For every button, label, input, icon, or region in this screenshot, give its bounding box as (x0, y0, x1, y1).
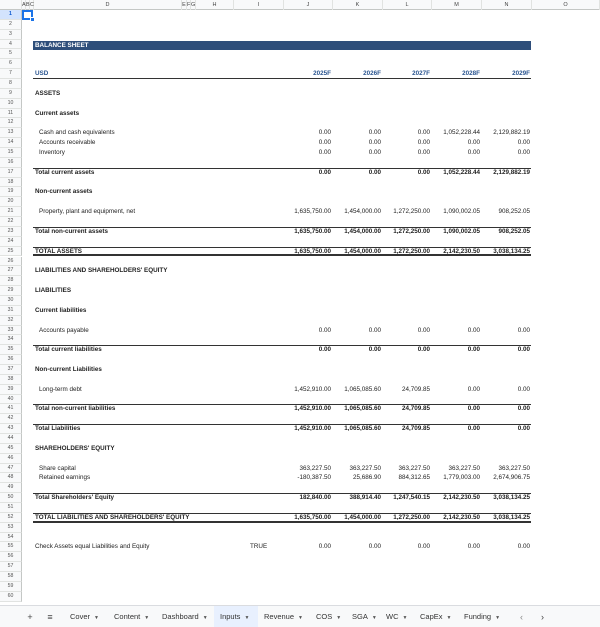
row-header[interactable]: 52 (0, 513, 22, 523)
row-label: Long-term debt (39, 385, 82, 393)
col-header-d[interactable]: D (34, 0, 182, 10)
caret-down-icon[interactable]: ▼ (336, 615, 342, 621)
col-header-f[interactable]: F (187, 2, 191, 8)
value-cell[interactable]: 0.00 (467, 405, 480, 413)
value-cell[interactable]: 363,227.50 (498, 464, 530, 472)
col-header-a[interactable]: A (22, 2, 26, 8)
sheet-row (0, 168, 600, 178)
year-header: 2026F (363, 70, 381, 78)
col-header-c[interactable]: C (30, 2, 34, 8)
value-cell[interactable]: 0.00 (417, 149, 430, 157)
year-header: 2028F (462, 70, 480, 78)
value-cell[interactable]: 0.00 (368, 149, 381, 157)
sheet-row (0, 158, 600, 168)
sheet-row (0, 109, 600, 119)
value-cell[interactable]: 0.00 (368, 346, 381, 354)
value-cell[interactable]: 1,272,250.00 (393, 513, 430, 521)
sheet-grid[interactable] (0, 10, 600, 605)
sheet-tab-cos[interactable] (310, 606, 348, 627)
value-cell[interactable]: 363,227.50 (448, 464, 480, 472)
value-cell[interactable]: 0.00 (417, 168, 430, 176)
value-cell[interactable]: 24,709.85 (401, 405, 430, 413)
value-cell[interactable]: 0.00 (517, 326, 530, 334)
row-label: Retained earnings (39, 474, 91, 482)
value-cell[interactable]: 1,090,002.05 (443, 208, 480, 216)
value-cell[interactable]: 1,272,250.00 (393, 227, 430, 235)
sheet-row (0, 99, 600, 109)
value-cell[interactable]: 908,252.05 (498, 208, 530, 216)
sheet-row (0, 148, 600, 158)
value-cell[interactable]: 2,142,230.50 (443, 513, 480, 521)
row-label: Total current liabilities (35, 346, 102, 354)
sheet-row (0, 513, 600, 523)
caret-down-icon[interactable]: ▼ (94, 615, 99, 621)
value-cell[interactable]: 0.00 (517, 385, 530, 393)
sheet-row (0, 483, 600, 493)
sheet-row (0, 118, 600, 128)
sheet-row (0, 523, 600, 533)
value-cell[interactable]: 0.00 (368, 129, 381, 137)
scroll-tabs-left-button[interactable]: ‹ (520, 612, 523, 622)
sheet-row (0, 355, 600, 365)
value-cell[interactable]: 2,142,230.50 (443, 494, 480, 502)
row-header[interactable]: 34 (0, 335, 22, 345)
sheet-tab-label: SGA (352, 612, 368, 621)
value-cell[interactable]: 0.00 (467, 326, 480, 334)
row-header[interactable]: 36 (0, 355, 22, 365)
value-cell[interactable]: 1,052,228.44 (443, 129, 480, 137)
value-cell[interactable]: 3,038,134.25 (493, 494, 530, 502)
row-label: Total current assets (35, 168, 95, 176)
row-header[interactable]: 41 (0, 404, 22, 414)
value-cell[interactable]: 0.00 (417, 543, 430, 551)
caret-down-icon[interactable]: ▼ (202, 615, 208, 621)
value-cell[interactable]: 1,452,910.00 (294, 425, 331, 433)
row-header[interactable]: 12 (0, 118, 22, 128)
col-header-h[interactable]: H (196, 0, 234, 10)
caret-down-icon[interactable]: ▼ (371, 615, 377, 621)
value-cell[interactable]: 0.00 (318, 543, 331, 551)
row-header[interactable]: 47 (0, 464, 22, 474)
value-cell[interactable]: 1,635,750.00 (294, 513, 331, 521)
row-header[interactable]: 45 (0, 444, 22, 454)
value-cell[interactable]: 0.00 (467, 385, 480, 393)
row-label: SHAREHOLDERS' EQUITY (35, 444, 115, 452)
sheet-row (0, 197, 600, 207)
value-cell[interactable]: 0.00 (467, 139, 480, 147)
value-cell[interactable]: 0.00 (368, 139, 381, 147)
sheet-row (0, 395, 600, 405)
sheet-row (0, 276, 600, 286)
row-header[interactable]: 32 (0, 316, 22, 326)
row-header[interactable]: 29 (0, 286, 22, 296)
value-cell[interactable]: 0.00 (517, 425, 530, 433)
row-header[interactable]: 39 (0, 385, 22, 395)
sheet-row (0, 345, 600, 355)
sheet-row (0, 207, 600, 217)
row-header[interactable]: 49 (0, 483, 22, 493)
value-cell[interactable]: 1,065,085.60 (344, 385, 381, 393)
value-cell[interactable]: 0.00 (517, 346, 530, 354)
row-header[interactable]: 60 (0, 592, 22, 602)
row-label: Total Shareholders' Equity (35, 494, 115, 502)
sheet-row (0, 592, 600, 602)
row-label: Cash and cash equivalents (39, 129, 115, 137)
value-cell[interactable]: 1,247,540.15 (393, 494, 430, 502)
row-header[interactable]: 51 (0, 503, 22, 513)
select-all-corner[interactable] (0, 0, 22, 10)
value-cell[interactable]: 1,635,750.00 (294, 227, 331, 235)
sheet-row (0, 79, 600, 89)
sheet-tab-label: CapEx (420, 612, 443, 621)
col-header-o[interactable]: O (532, 0, 600, 10)
sheet-row (0, 286, 600, 296)
row-label: LIABILITIES AND SHAREHOLDERS' EQUITY (35, 267, 168, 275)
sheet-row (0, 49, 600, 59)
row-header[interactable]: 17 (0, 168, 22, 178)
row-header[interactable]: 44 (0, 434, 22, 444)
sheet-row (0, 257, 600, 267)
sheet-row (0, 316, 600, 326)
col-header-n[interactable]: N (482, 0, 532, 10)
row-header[interactable]: 37 (0, 365, 22, 375)
caret-down-icon[interactable]: ▼ (402, 615, 408, 621)
sheet-tab-content[interactable] (108, 606, 156, 627)
sheet-row (0, 30, 600, 40)
sheet-row (0, 247, 600, 257)
col-header-l[interactable]: L (383, 0, 432, 10)
sheet-row (0, 444, 600, 454)
caret-down-icon[interactable]: ▼ (446, 615, 452, 621)
year-header: 2027F (412, 70, 430, 78)
sheet-tab-bar (0, 605, 600, 627)
row-header[interactable]: 48 (0, 473, 22, 483)
row-label: Share capital (39, 464, 76, 472)
row-header[interactable]: 31 (0, 306, 22, 316)
row-header[interactable]: 22 (0, 217, 22, 227)
value-cell[interactable]: 1,452,910.00 (294, 385, 331, 393)
row-header[interactable]: 18 (0, 178, 22, 188)
sheet-row (0, 217, 600, 227)
value-cell[interactable]: 0.00 (318, 139, 331, 147)
scroll-tabs-right-button[interactable]: › (541, 612, 544, 622)
col-header-b[interactable]: B (26, 2, 30, 8)
value-cell[interactable]: 1,454,000.00 (344, 513, 381, 521)
sheet-row (0, 178, 600, 188)
caret-down-icon[interactable]: ▼ (144, 615, 150, 621)
row-header[interactable]: 46 (0, 454, 22, 464)
sheet-tab-wc[interactable] (380, 606, 414, 627)
value-cell[interactable]: 24,709.85 (401, 385, 430, 393)
sheet-tab-sga[interactable] (346, 606, 380, 627)
value-cell[interactable]: 0.00 (517, 405, 530, 413)
all-sheets-menu-button[interactable]: ≡ (47, 612, 53, 622)
row-header[interactable]: 5 (0, 49, 22, 59)
value-cell[interactable]: 0.00 (517, 149, 530, 157)
row-header[interactable]: 19 (0, 187, 22, 197)
sheet-row (0, 375, 600, 385)
sheet-row (0, 89, 600, 99)
row-header[interactable]: 10 (0, 99, 22, 109)
row-label: Current assets (35, 109, 80, 117)
sheet-row (0, 326, 600, 336)
row-header[interactable]: 3 (0, 30, 22, 40)
sheet-tab-dashboard[interactable] (156, 606, 212, 627)
row-header[interactable]: 57 (0, 562, 22, 572)
value-cell[interactable]: -180,387.50 (297, 474, 331, 482)
value-cell[interactable]: 0.00 (318, 168, 331, 176)
sheet-row (0, 128, 600, 138)
value-cell[interactable]: 363,227.50 (398, 464, 430, 472)
sheet-tab-label: Inputs (220, 612, 241, 621)
col-header-k[interactable]: K (333, 0, 383, 10)
currency-label: USD (35, 70, 49, 78)
year-header: 2025F (313, 70, 331, 78)
row-header[interactable]: 23 (0, 227, 22, 237)
row-header[interactable]: 58 (0, 572, 22, 582)
value-cell[interactable]: 0.00 (417, 139, 430, 147)
value-cell[interactable]: 0.00 (517, 543, 530, 551)
row-header[interactable]: 2 (0, 20, 22, 30)
row-header[interactable]: 8 (0, 79, 22, 89)
row-header[interactable]: 9 (0, 89, 22, 99)
row-header[interactable]: 40 (0, 395, 22, 405)
row-label: LIABILITIES (35, 287, 72, 295)
sheet-tab-label: Cover (70, 612, 91, 621)
row-label: Total Liabilities (35, 425, 81, 433)
sheet-row (0, 40, 600, 50)
row-header[interactable]: 55 (0, 542, 22, 552)
row-label: Accounts receivable (39, 139, 96, 147)
sheet-row (0, 10, 600, 20)
sheet-row (0, 20, 600, 30)
value-cell[interactable]: 0.00 (467, 543, 480, 551)
row-header[interactable]: 4 (0, 40, 22, 50)
value-cell[interactable]: 182,840.00 (299, 494, 331, 502)
value-cell[interactable]: 1,454,000.00 (344, 247, 381, 255)
row-label: ASSETS (35, 89, 61, 97)
row-header[interactable]: 53 (0, 523, 22, 533)
row-label: Non-current Liabilities (35, 365, 102, 373)
sheet-row (0, 296, 600, 306)
sheet-row (0, 365, 600, 375)
value-cell[interactable]: 2,142,230.50 (443, 247, 480, 255)
row-header[interactable]: 25 (0, 247, 22, 257)
col-header-i[interactable]: I (234, 0, 284, 10)
value-cell[interactable]: 0.00 (368, 168, 381, 176)
sheet-row (0, 562, 600, 572)
value-cell[interactable]: 3,038,134.25 (493, 513, 530, 521)
sheet-row (0, 227, 600, 237)
row-header[interactable]: 33 (0, 326, 22, 336)
value-cell[interactable]: 1,454,000.00 (344, 227, 381, 235)
value-cell[interactable]: 0.00 (318, 346, 331, 354)
row-header[interactable]: 54 (0, 533, 22, 543)
add-sheet-button[interactable]: + (27, 612, 33, 622)
row-header[interactable]: 27 (0, 266, 22, 276)
column-header-bar (0, 0, 600, 10)
caret-down-icon[interactable]: ▼ (244, 615, 250, 621)
sheet-row (0, 533, 600, 543)
sheet-row (0, 464, 600, 474)
sheet-tab-cover[interactable] (64, 606, 112, 627)
row-label: Inventory (39, 149, 65, 157)
value-cell[interactable]: 0.00 (417, 129, 430, 137)
value-cell[interactable]: 3,038,134.25 (493, 247, 530, 255)
fill-handle[interactable] (30, 17, 35, 22)
row-header[interactable]: 6 (0, 59, 22, 69)
value-cell[interactable]: 0.00 (368, 326, 381, 334)
sheet-row (0, 59, 600, 69)
value-cell[interactable]: 0.00 (318, 326, 331, 334)
row-label: Check Assets equal Liabilities and Equity (35, 543, 150, 551)
sheet-row (0, 572, 600, 582)
value-cell[interactable]: 0.00 (368, 543, 381, 551)
sheet-row (0, 454, 600, 464)
row-header[interactable]: 11 (0, 109, 22, 119)
row-header[interactable]: 13 (0, 128, 22, 138)
year-header: 2029F (512, 70, 530, 78)
sheet-row (0, 404, 600, 414)
col-header-m[interactable]: M (432, 0, 482, 10)
sheet-row (0, 187, 600, 197)
row-header[interactable]: 56 (0, 552, 22, 562)
sheet-row (0, 473, 600, 483)
value-cell[interactable]: 2,129,882.19 (493, 129, 530, 137)
row-header[interactable]: 24 (0, 237, 22, 247)
value-cell[interactable]: 1,635,750.00 (294, 247, 331, 255)
sheet-row (0, 434, 600, 444)
sheet-row (0, 424, 600, 434)
sheet-tab-label: Dashboard (162, 612, 199, 621)
row-label: Non-current assets (35, 188, 93, 196)
value-cell[interactable]: 363,227.50 (299, 464, 331, 472)
value-cell[interactable]: 1,272,250.00 (393, 247, 430, 255)
col-header-g[interactable]: G (191, 2, 196, 8)
value-cell[interactable]: 24,709.85 (401, 425, 430, 433)
caret-down-icon[interactable]: ▼ (495, 615, 501, 621)
row-label: Property, plant and equipment, net (39, 208, 136, 216)
value-cell[interactable]: 1,635,750.00 (294, 208, 331, 216)
value-cell[interactable]: 0.00 (318, 149, 331, 157)
col-header-j[interactable]: J (284, 0, 333, 10)
sheet-row (0, 414, 600, 424)
value-cell[interactable]: 1,090,002.05 (443, 227, 480, 235)
value-cell[interactable]: 1,065,085.60 (344, 405, 381, 413)
check-result: TRUE (250, 543, 268, 551)
sheet-tab-label: Content (114, 612, 141, 621)
value-cell[interactable]: 2,129,882.19 (493, 168, 530, 176)
row-label: Current liabilities (35, 306, 87, 314)
row-header[interactable]: 35 (0, 345, 22, 355)
sheet-row (0, 138, 600, 148)
sheet-row (0, 69, 600, 79)
row-header[interactable]: 21 (0, 207, 22, 217)
sheet-row (0, 385, 600, 395)
value-cell[interactable]: 1,052,228.44 (443, 168, 480, 176)
row-header[interactable]: 28 (0, 276, 22, 286)
sheet-tab-inputs[interactable] (214, 606, 258, 627)
col-header-e[interactable]: E (182, 2, 186, 8)
sheet-row (0, 266, 600, 276)
sheet-tab-revenue[interactable] (258, 606, 310, 627)
row-header[interactable]: 38 (0, 375, 22, 385)
value-cell[interactable]: 884,312.65 (398, 474, 430, 482)
value-cell[interactable]: 0.00 (318, 129, 331, 137)
value-cell[interactable]: 363,227.50 (349, 464, 381, 472)
row-label: TOTAL ASSETS (35, 247, 82, 255)
sheet-row (0, 582, 600, 592)
row-header[interactable]: 14 (0, 138, 22, 148)
value-cell[interactable]: 1,272,250.00 (393, 208, 430, 216)
row-label: Accounts payable (39, 326, 89, 334)
value-cell[interactable]: 1,065,085.60 (344, 425, 381, 433)
sheet-row (0, 542, 600, 552)
row-header[interactable]: 7 (0, 69, 22, 79)
balance-sheet-title: BALANCE SHEET (33, 41, 531, 50)
row-header[interactable]: 50 (0, 493, 22, 503)
value-cell[interactable]: 1,454,000.00 (344, 208, 381, 216)
sheet-row (0, 493, 600, 503)
sheet-row (0, 306, 600, 316)
sheet-tab-label: COS (316, 612, 333, 621)
row-header[interactable]: 30 (0, 296, 22, 306)
sheet-row (0, 237, 600, 247)
row-label: TOTAL LIABILITIES AND SHAREHOLDERS' EQUITY (35, 513, 190, 521)
sheet-tab-capex[interactable] (414, 606, 460, 627)
sheet-tab-funding[interactable] (458, 606, 512, 627)
value-cell[interactable]: 908,252.05 (498, 227, 530, 235)
sheet-row (0, 552, 600, 562)
value-cell[interactable]: 0.00 (417, 346, 430, 354)
row-header[interactable]: 15 (0, 148, 22, 158)
value-cell[interactable]: 0.00 (517, 139, 530, 147)
sheet-row (0, 335, 600, 345)
row-header[interactable]: 43 (0, 424, 22, 434)
value-cell[interactable]: 1,452,910.00 (294, 405, 331, 413)
value-cell[interactable]: 2,674,906.75 (493, 474, 530, 482)
sheet-tab-label: Funding (464, 612, 492, 621)
value-cell[interactable]: 0.00 (467, 425, 480, 433)
value-cell[interactable]: 1,779,003.00 (443, 474, 480, 482)
row-header[interactable]: 26 (0, 257, 22, 267)
row-header[interactable]: 42 (0, 414, 22, 424)
row-label: Total non-current liabilities (35, 405, 116, 413)
row-header[interactable]: 59 (0, 582, 22, 592)
row-header[interactable]: 16 (0, 158, 22, 168)
caret-down-icon[interactable]: ▼ (298, 615, 303, 621)
sheet-row (0, 503, 600, 513)
value-cell[interactable]: 0.00 (467, 149, 480, 157)
sheet-tab-label: Revenue (264, 612, 295, 621)
row-header[interactable]: 20 (0, 197, 22, 207)
value-cell[interactable]: 0.00 (417, 326, 430, 334)
row-header[interactable]: 1 (0, 10, 22, 20)
value-cell[interactable]: 388,914.40 (349, 494, 381, 502)
row-label: Total non-current assets (35, 227, 109, 235)
sheet-tab-label: WC (386, 612, 399, 621)
value-cell[interactable]: 25,686.90 (352, 474, 381, 482)
value-cell[interactable]: 0.00 (467, 346, 480, 354)
